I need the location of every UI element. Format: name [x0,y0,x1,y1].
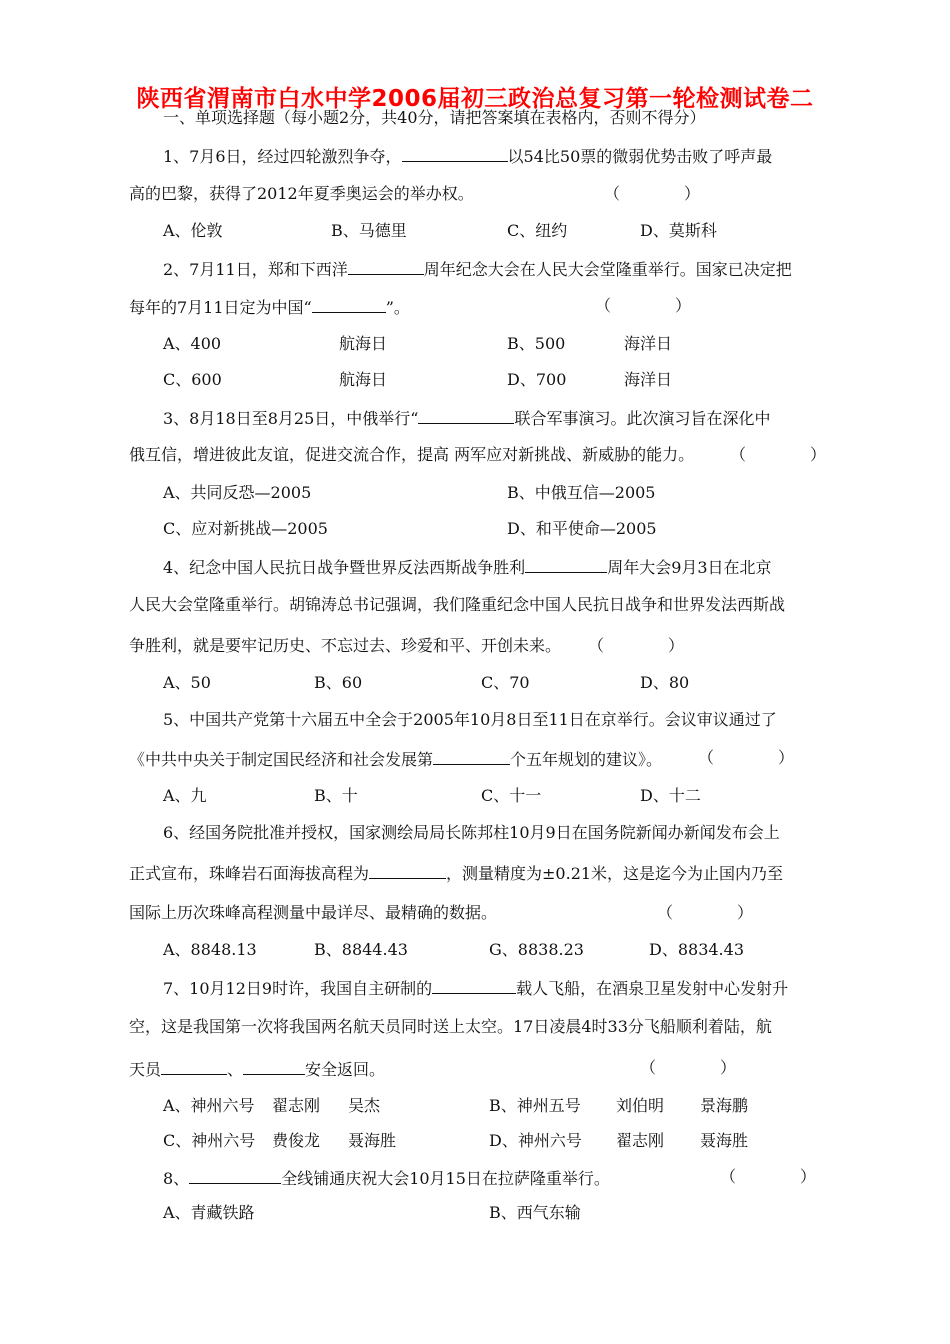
question-6-line-3: 国际上历次珠峰高程测量中最详尽、最精确的数据。 [129,903,498,922]
q2-answer-blank-1 [348,258,424,275]
q3-answer-blank [418,407,514,424]
q2-option-b: B、500 [507,334,566,353]
q2-answer-paren: （ ） [595,296,692,315]
q3-text-a: 3、8月18日至8月25日，中俄举行“ [163,409,419,428]
question-1-line-2: 高的巴黎，获得了2012年夏季奥运会的举办权。 [129,184,474,203]
question-5-line-1: 5、中国共产党第十六届五中全会于2005年10月8日至11日在京举行。会议审议通过了 [163,710,777,729]
q7-answer-paren: （ ） [640,1058,737,1077]
question-2-line-1 [163,258,792,280]
q1-answer-paren: （ ） [604,184,701,203]
exam-title: 陕西省渭南市白水中学2006届初三政治总复习第一轮检测试卷二 [136,86,814,112]
q2-text-c: 每年的7月11日定为中国“ [129,298,312,317]
q7-option-b-name-2: 景海鹏 [700,1096,749,1115]
q8-option-a: A、青藏铁路 [163,1203,255,1222]
question-4-line-2: 人民大会堂隆重举行。胡锦涛总书记强调，我们隆重纪念中国人民抗日战争和世界发法西斯战 [129,595,786,614]
q7-option-d: D、神州六号 [489,1131,582,1150]
q7-option-a: A、神州六号 [163,1096,255,1115]
q6-text-a: 正式宣布，珠峰岩石面海拔高程为 [129,864,370,883]
q2-text-a: 2、7月11日，郑和下西洋 [163,260,348,279]
q6-option-b: B、8844.43 [314,940,408,959]
q4-text-b: 周年大会9月3日在北京 [607,558,772,577]
q8-answer-blank [189,1167,281,1184]
q7-option-a-name-2: 吴杰 [348,1096,381,1115]
q7-text-a: 7、10月12日9时许，我国自主研制的 [163,979,433,998]
q1-text-a: 1、7月6日，经过四轮激烈争夺， [163,147,402,166]
q8-option-b: B、西气东输 [489,1203,581,1222]
q2-option-c: C、600 [163,370,222,389]
q4-option-b: B、60 [314,673,363,692]
q5-answer-blank [433,748,510,765]
q7-answer-blank-2 [161,1058,227,1075]
q7-option-c-name-2: 聂海胜 [348,1131,397,1150]
q6-option-a: A、8848.13 [163,940,257,959]
q7-text-c: 天员 [129,1060,162,1079]
q4-option-a: A、50 [163,673,211,692]
question-6-line-1: 6、经国务院批准并授权，国家测绘局局长陈邦柱10月9日在国务院新闻办新闻发布会上 [163,823,780,842]
q7-text-d: 、 [227,1060,244,1079]
section-heading: 一、单项选择题（每小题2分，共40分，请把答案填在表格内，否则不得分） [163,108,706,127]
question-4-line-3: 争胜利，就是要牢记历史、不忘过去、珍爱和平、开创未来。 [129,636,562,655]
q4-option-c: C、70 [481,673,530,692]
q4-answer-blank [525,556,607,573]
question-4-line-1 [163,556,772,578]
q2-text-b: 周年纪念大会在人民大会堂隆重举行。国家已决定把 [423,260,792,279]
q1-text-b: 以54比50票的微弱优势击败了呼声最 [507,147,773,166]
q3-answer-paren: （ ） [730,445,827,464]
q2-option-d-day: 海洋日 [624,370,673,389]
q7-option-d-name-1: 翟志刚 [616,1131,665,1150]
q3-option-d: D、和平使命—2005 [507,519,657,538]
q6-answer-paren: （ ） [657,903,754,922]
q1-option-c: C、纽约 [507,221,568,240]
q1-answer-blank [402,145,508,162]
q5-option-d: D、十二 [640,786,701,805]
q3-option-a: A、共同反恐—2005 [163,483,312,502]
q3-text-b: 联合军事演习。此次演习旨在深化中 [514,409,771,428]
question-3-line-2: 俄互信，增进彼此友谊，促进交流合作，提高 两军应对新挑战、新威胁的能力。 [129,445,695,464]
question-5-line-2 [129,748,662,770]
q7-option-c: C、神州六号 [163,1131,256,1150]
question-2-line-2 [129,296,410,318]
q1-option-b: B、马德里 [331,221,407,240]
q2-text-d: ”。 [385,298,410,317]
q5-option-c: C、十一 [481,786,542,805]
q7-option-b-name-1: 刘伯明 [616,1096,665,1115]
q8-text-b: 全线铺通庆祝大会10月15日在拉萨隆重举行。 [281,1169,610,1188]
question-7-line-3 [129,1058,385,1080]
q7-answer-blank-1 [432,977,516,994]
q6-option-d: D、8834.43 [649,940,744,959]
q4-text-a: 4、纪念中国人民抗日战争暨世界反法西斯战争胜利 [163,558,526,577]
q2-option-c-day: 航海日 [339,370,388,389]
q7-answer-blank-3 [243,1058,305,1075]
q2-option-a: A、400 [163,334,222,353]
q5-text-a: 《中共中央关于制定国民经济和社会发展第 [129,750,434,769]
q8-answer-paren: （ ） [720,1167,817,1186]
q5-option-a: A、九 [163,786,207,805]
q7-option-c-name-1: 费俊龙 [272,1131,321,1150]
question-8-line-1 [163,1167,610,1189]
q3-option-c: C、应对新挑战—2005 [163,519,328,538]
q2-option-b-day: 海洋日 [624,334,673,353]
q7-option-d-name-2: 聂海胜 [700,1131,749,1150]
question-6-line-2 [129,862,783,884]
q6-answer-blank [369,862,446,879]
q5-option-b: B、十 [314,786,358,805]
question-7-line-2: 空，这是我国第一次将我国两名航天员同时送上太空。17日凌晨4时33分飞船顺利着陆，航 [129,1017,772,1036]
q7-option-b: B、神州五号 [489,1096,581,1115]
question-1-line-1 [163,145,772,167]
q7-text-b: 载人飞船，在酒泉卫星发射中心发射升 [516,979,789,998]
q4-option-d: D、80 [640,673,690,692]
q5-answer-paren: （ ） [698,748,795,767]
q5-text-b: 个五年规划的建议》。 [510,750,663,769]
q2-answer-blank-2 [312,296,386,313]
q6-text-b: ，测量精度为±0.21米，这是迄今为止国内乃至 [446,864,784,883]
question-3-line-1 [163,407,770,429]
q1-option-d: D、莫斯科 [640,221,717,240]
q4-answer-paren: （ ） [588,636,685,655]
question-7-line-1 [163,977,788,999]
q8-text-a: 8、 [163,1169,190,1188]
q2-option-a-day: 航海日 [339,334,388,353]
q7-option-a-name-1: 翟志刚 [272,1096,321,1115]
q7-text-e: 安全返回。 [305,1060,386,1079]
q6-option-c: G、8838.23 [489,940,584,959]
q3-option-b: B、中俄互信—2005 [507,483,656,502]
q1-option-a: A、伦敦 [163,221,223,240]
q2-option-d: D、700 [507,370,567,389]
